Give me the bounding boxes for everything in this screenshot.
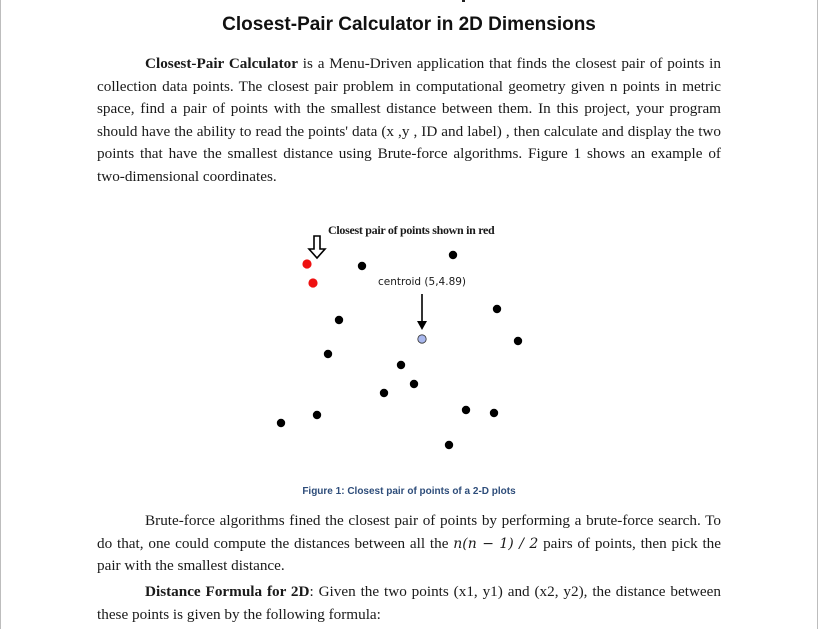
data-point	[449, 251, 457, 259]
centroid-label: centroid (5,4.89)	[378, 276, 467, 288]
brute-text-before: Brute-force algorithms fined the closest pair of points by performing a brute-force search. To do that, one could compute the distances between all the	[97, 512, 721, 552]
data-point	[445, 441, 453, 449]
data-point	[462, 406, 470, 414]
distance-text: : Given the two points (x1, y1) and (x2, y2), the distance between these points is given by the following formula:	[97, 583, 721, 623]
distance-paragraph	[97, 581, 721, 626]
data-point	[490, 409, 498, 417]
closest-point	[308, 278, 317, 287]
pairs-formula: n(n − 1) / 2	[453, 535, 539, 552]
top-mark	[462, 0, 465, 2]
figure-heading: Closest pair of points shown in red	[328, 223, 495, 237]
data-point	[324, 350, 332, 358]
scatter-figure	[260, 218, 550, 468]
brute-text-after: pairs of points, then pick the pair with the smallest distance.	[97, 534, 722, 574]
data-point	[380, 389, 388, 397]
centroid-arrow-head	[417, 321, 427, 330]
data-point	[493, 305, 501, 313]
intro-paragraph	[97, 53, 721, 188]
intro-text: is a Menu-Driven application that finds the closest pair of points in collection data points. The closest pair problem in computational geometry given n points in metric space, find a pair of points with the smallest distance between them. In this project, your program should have the ability to read the points' data (x ,y , ID and label) , then calculate and display the two points that have the smallest distance using Brute-force algorithms. Figure 1 shows an example of two-dimensional coordinates.	[97, 55, 721, 185]
brute-force-paragraph	[97, 510, 721, 578]
page-border-left	[0, 0, 1, 629]
data-point	[335, 316, 343, 324]
distance-bold-lead: Distance Formula for 2D	[145, 583, 310, 600]
data-point	[397, 361, 405, 369]
data-point	[410, 380, 418, 388]
data-point	[313, 411, 321, 419]
data-point	[514, 337, 522, 345]
intro-bold-lead: Closest-Pair Calculator	[145, 55, 298, 72]
data-point	[277, 419, 285, 427]
figure-caption: Figure 1: Closest pair of points of a 2-D plots	[302, 486, 516, 497]
data-point	[358, 262, 366, 270]
centroid-point	[418, 335, 426, 343]
closest-point	[302, 259, 311, 268]
page-title: Closest-Pair Calculator in 2D Dimensions	[222, 14, 596, 35]
closest-pair-arrow-icon	[309, 236, 325, 258]
scatter-plot	[260, 218, 550, 468]
